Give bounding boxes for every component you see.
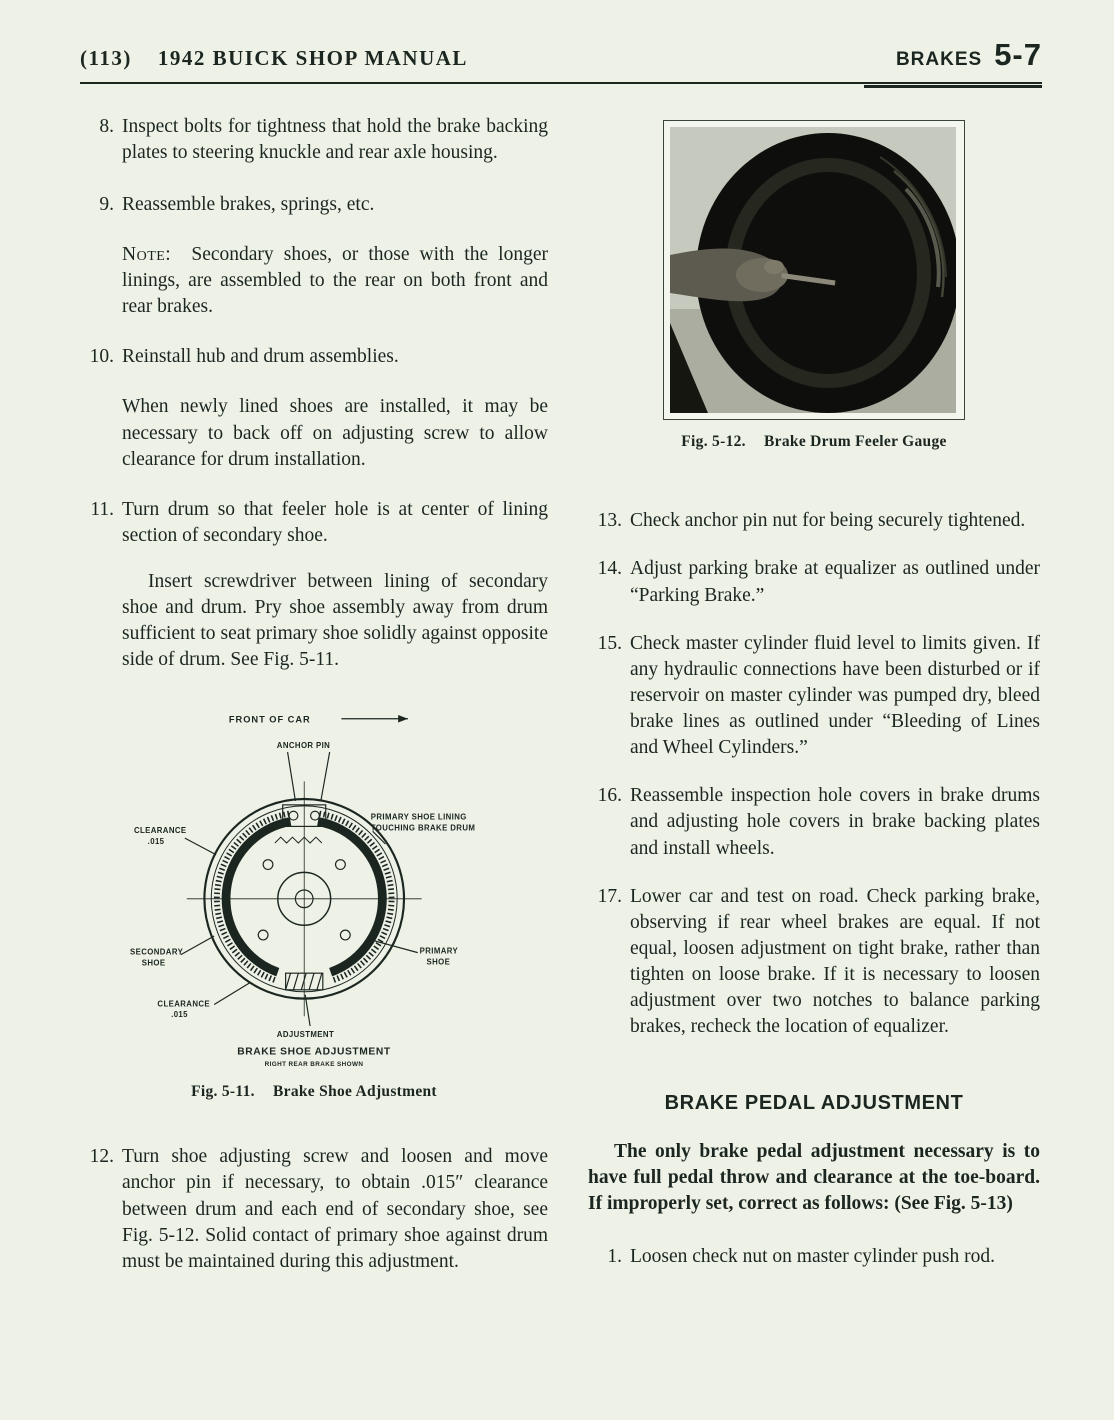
label-primary-lining-line2: TOUCHING BRAKE DRUM	[370, 822, 476, 832]
label-secondary-shoe-line1: SECONDARY	[130, 947, 184, 957]
list-item-15	[588, 631, 1040, 762]
header-left	[80, 44, 468, 72]
drawing-subtitle: RIGHT REAR BRAKE SHOWN	[264, 1060, 364, 1068]
label-clearance-upper-value: .015	[147, 836, 165, 846]
list-item-12	[80, 1144, 548, 1275]
label-secondary-shoe-line2: SHOE	[141, 957, 166, 967]
caption-text: Brake Shoe Adjustment	[273, 1082, 437, 1100]
list-item-13	[588, 508, 1040, 534]
label-front-of-car: FRONT OF CAR	[228, 714, 311, 725]
manual-title: 1942 BUICK SHOP MANUAL	[157, 46, 468, 70]
label-primary-shoe-line2: SHOE	[426, 956, 451, 966]
figure-5-12-caption	[588, 432, 1040, 453]
section-label: BRAKES	[895, 49, 983, 70]
label-clearance-upper: CLEARANCE	[133, 825, 187, 835]
drawing-title: BRAKE SHOE ADJUSTMENT	[237, 1045, 391, 1057]
item-number: 13.	[597, 510, 622, 532]
feeler-gauge-photo-art	[670, 127, 956, 413]
label-clearance-lower-value: .015	[171, 1009, 188, 1019]
item-text: Reassemble brakes, springs, etc.	[122, 193, 375, 215]
note-text: Secondary shoes, or those with the longer linings, are assembled to the rear on both front and rear brakes.	[122, 243, 548, 318]
figure-5-12	[588, 120, 1040, 453]
item-text: Turn shoe adjusting screw and loosen and move anchor pin if necessary, to obtain .015″ clearance between drum and each end of secondary shoe, see Fig. 5-12. Solid contact of primary shoe against drum must be maintained during this adjustment.	[122, 1146, 548, 1272]
item-number: 10.	[89, 346, 114, 368]
list-item-1	[588, 1244, 1040, 1270]
item-number: 14.	[597, 558, 622, 580]
caption-fig-label: Fig. 5-12.	[681, 432, 746, 450]
brake-shoe-diagram	[125, 708, 503, 1072]
section-heading-brake-pedal-adjustment: BRAKE PEDAL ADJUSTMENT	[664, 1092, 964, 1115]
brake-drum-photo	[663, 120, 965, 420]
page-header	[80, 34, 1042, 76]
diagram-labels	[130, 714, 475, 1067]
paragraph-after-11: Insert screwdriver between lining of secondary shoe and drum. Pry shoe assembly away from drum sufficient to seat primary shoe solidly against opposite side of drum. See Fig. 5-11.	[122, 571, 548, 671]
item-text: Reinstall hub and drum assemblies.	[122, 346, 399, 368]
header-right	[896, 34, 1042, 76]
item-number: 15.	[597, 632, 622, 654]
two-column-body	[80, 114, 1042, 1297]
item-text: Inspect bolts for tightness that hold the brake backing plates to steering knuckle and rear axle housing.	[122, 115, 548, 163]
page-code: (113)	[80, 46, 132, 70]
label-primary-lining-line1: PRIMARY SHOE LINING	[370, 812, 467, 822]
figure-5-11	[124, 708, 504, 1103]
brake-pedal-intro-paragraph: The only brake pedal adjustment necessary is to have full pedal throw and clearance at the toe-board. If improperly set, correct as follows: (See Fig. 5-13)	[588, 1141, 1040, 1215]
item-number: 8.	[99, 115, 114, 137]
item-number: 17.	[597, 885, 622, 907]
label-adjustment: ADJUSTMENT	[276, 1029, 335, 1039]
left-column	[80, 114, 548, 1297]
list-item-9	[80, 192, 548, 218]
item-text: Turn drum so that feeler hole is at center of lining section of secondary shoe.	[122, 498, 548, 546]
header-rule	[80, 82, 1042, 88]
list-item-8	[80, 114, 548, 166]
diagram-linework	[181, 715, 422, 1026]
item-number: 1.	[607, 1245, 622, 1267]
list-item-17	[588, 884, 1040, 1041]
list-item-16	[588, 783, 1040, 861]
list-item-10	[80, 344, 548, 370]
item-text: Loosen check nut on master cylinder push rod.	[630, 1245, 995, 1267]
item-text: Check master cylinder fluid level to limits given. If any hydraulic connections have been disturbed or if reservoir on master cylinder was pumped dry, bleed brake lines as outlined under “Bleeding of Lines and Wheel Cylinders.”	[630, 632, 1040, 759]
list-item-11	[80, 497, 548, 549]
note-paragraph	[122, 242, 548, 320]
item-number: 16.	[597, 785, 622, 807]
caption-text: Brake Drum Feeler Gauge	[764, 432, 947, 450]
item-text: Adjust parking brake at equalizer as outlined under “Parking Brake.”	[630, 558, 1040, 606]
page-number: 5-7	[994, 37, 1042, 72]
item-text: Lower car and test on road. Check parking brake, observing if rear wheel brakes are equal. If not equal, loosen adjustment on tight brake, rather than tighten on loose brake. If it is necessary to loosen adjustment over two notches to balance parking brakes, recheck the location of equalizer.	[630, 885, 1040, 1038]
item-number: 12.	[89, 1146, 114, 1168]
right-column	[588, 114, 1040, 1297]
note-label: Note:	[122, 243, 172, 265]
list-item-14	[588, 556, 1040, 608]
caption-fig-label: Fig. 5-11.	[191, 1082, 255, 1100]
item-number: 11.	[90, 498, 114, 520]
item-text: Check anchor pin nut for being securely tightened.	[630, 510, 1026, 532]
label-primary-shoe-line1: PRIMARY	[419, 946, 459, 956]
figure-5-11-caption	[124, 1082, 504, 1103]
item-text: Reassemble inspection hole covers in brake drums and adjusting hole covers in brake backing plates and install wheels.	[630, 785, 1040, 859]
item-number: 9.	[99, 193, 114, 215]
paragraph-after-10: When newly lined shoes are installed, it may be necessary to back off on adjusting screw to allow clearance for drum installation.	[122, 396, 548, 470]
label-anchor-pin: ANCHOR PIN	[276, 740, 331, 750]
label-clearance-lower: CLEARANCE	[157, 998, 211, 1008]
